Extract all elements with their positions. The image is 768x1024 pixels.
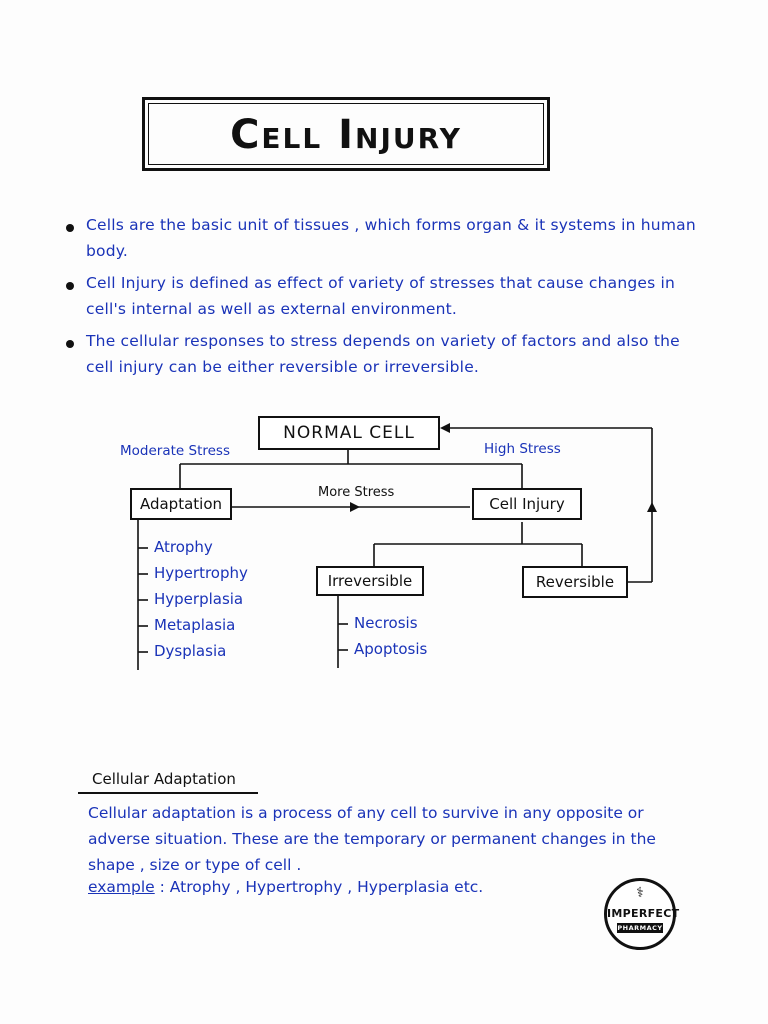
normal-cell-label: NORMAL CELL xyxy=(283,423,415,443)
heading-underline xyxy=(78,792,258,794)
example-row xyxy=(88,878,483,896)
cell-injury-node xyxy=(472,488,582,520)
logo-main-text: IMPERFECT xyxy=(607,907,680,920)
logo-sub-text: PHARMACY xyxy=(617,924,663,932)
bullet-text: Cells are the basic unit of tissues , which forms organ & it systems in human body. xyxy=(86,216,696,260)
page-title: Cell Injury xyxy=(230,112,462,158)
normal-cell-node xyxy=(258,416,440,450)
bullet-text: Cell Injury is defined as effect of variety of stresses that cause changes in cell's internal as well as external environment. xyxy=(86,274,676,318)
irreversible-label: Irreversible xyxy=(327,572,413,590)
high-stress-label: High Stress xyxy=(484,441,561,457)
imperfect-pharmacy-logo xyxy=(604,878,680,950)
bullet-item xyxy=(60,328,700,380)
reversible-node xyxy=(522,566,628,598)
example-label: example xyxy=(88,878,155,896)
adaptation-type-item: Metaplasia xyxy=(154,616,236,634)
bullet-dot-icon xyxy=(66,282,74,290)
bullet-dot-icon xyxy=(66,224,74,232)
cell-injury-flow-diagram xyxy=(0,400,768,690)
caduceus-icon: ⚕ xyxy=(636,885,644,901)
irreversible-type-item: Necrosis xyxy=(354,614,418,632)
title-box xyxy=(142,97,550,171)
moderate-stress-label: Moderate Stress xyxy=(120,443,230,459)
bullet-item xyxy=(60,212,700,264)
section-heading: Cellular Adaptation xyxy=(92,770,236,788)
bullet-item xyxy=(60,270,700,322)
cell-injury-label: Cell Injury xyxy=(489,495,565,513)
bullet-text: The cellular responses to stress depends on variety of factors and also the cell injury can be either reversible or irreversible. xyxy=(86,332,680,376)
example-text: : Atrophy , Hypertrophy , Hyperplasia etc. xyxy=(159,878,484,896)
more-stress-label: More Stress xyxy=(318,485,395,500)
irreversible-node xyxy=(316,566,424,596)
adaptation-type-item: Hypertrophy xyxy=(154,564,248,582)
reversible-label: Reversible xyxy=(535,573,615,591)
adaptation-type-item: Atrophy xyxy=(154,538,213,556)
bullet-dot-icon xyxy=(66,340,74,348)
irreversible-type-item: Apoptosis xyxy=(354,640,428,658)
bullet-list xyxy=(60,212,700,386)
adaptation-node xyxy=(130,488,232,520)
adaptation-label: Adaptation xyxy=(139,495,223,513)
section-body: Cellular adaptation is a process of any cell to survive in any opposite or adverse situation. These are the temporary or permanent changes in the shape , size or type of cell . xyxy=(88,804,656,874)
adaptation-type-item: Hyperplasia xyxy=(154,590,244,608)
adaptation-type-item: Dysplasia xyxy=(154,642,227,660)
